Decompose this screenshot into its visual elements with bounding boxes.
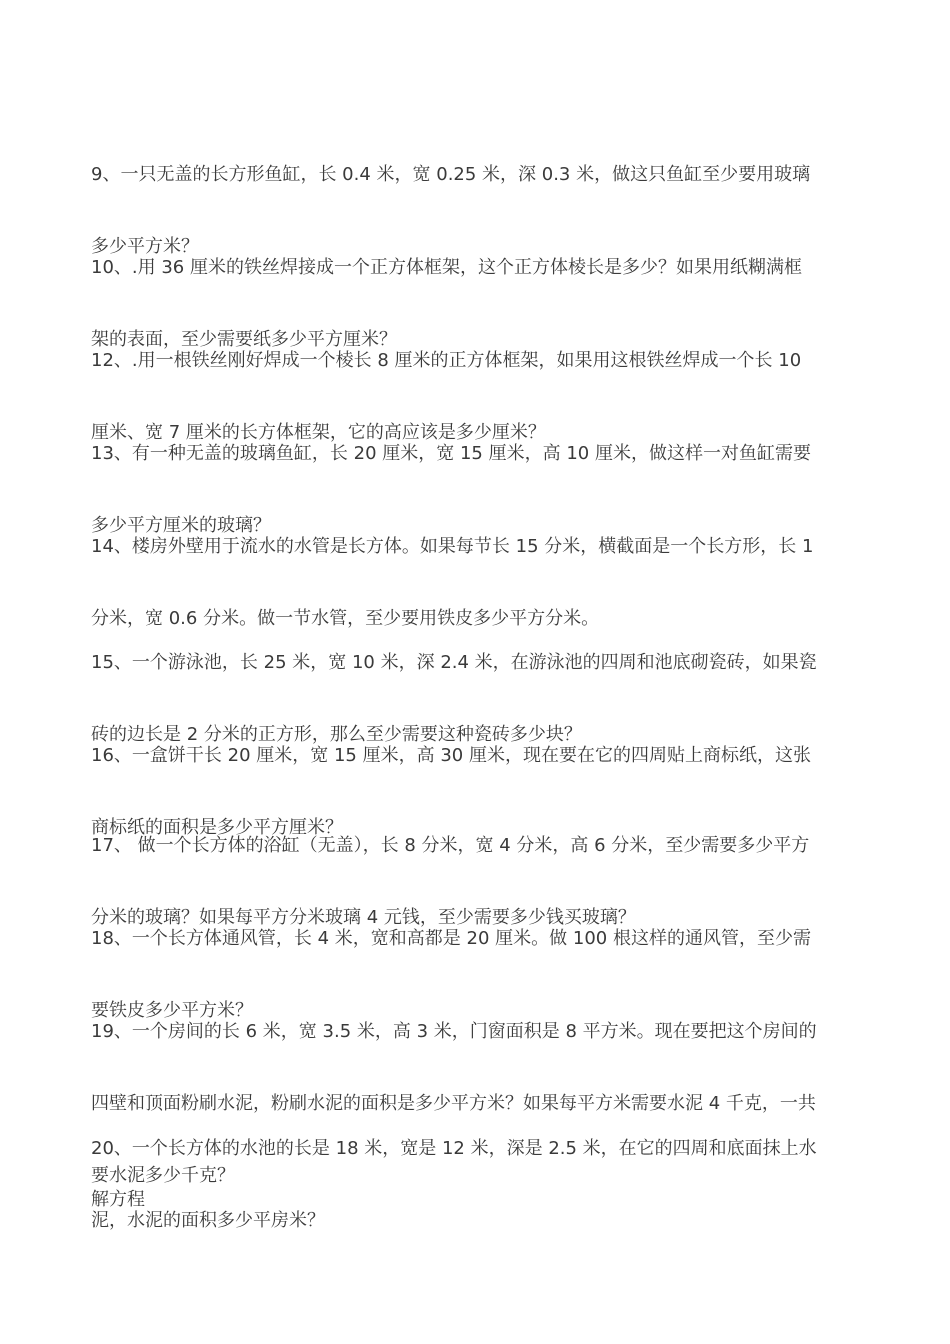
question-line: 商标纸的面积是多少平方厘米？ bbox=[91, 817, 343, 838]
question-line: 分米，宽 0.6 分米。做一节水管，至少要用铁皮多少平方分米。 bbox=[91, 608, 600, 629]
section-heading: 解方程 bbox=[91, 1189, 145, 1210]
question-line: 12、.用一根铁丝刚好焊成一个棱长 8 厘米的正方体框架，如果用这根铁丝焊成一个长 10 bbox=[91, 350, 802, 371]
question-line: 四壁和顶面粉刷水泥，粉刷水泥的面积是多少平方米？如果每平方米需要水泥 4 千克，一共 bbox=[91, 1093, 816, 1114]
question-line: 泥，水泥的面积多少平房米？ bbox=[91, 1210, 325, 1231]
question-line: 16、一盒饼干长 20 厘米，宽 15 厘米，高 30 厘米，现在要在它的四周贴上商标纸，这张 bbox=[91, 745, 811, 766]
question-line: 架的表面，至少需要纸多少平方厘米？ bbox=[91, 329, 397, 350]
question-line: 9、一只无盖的长方形鱼缸，长 0.4 米，宽 0.25 米，深 0.3 米，做这只鱼缸至少要用玻璃 bbox=[91, 164, 811, 185]
question-line: 分米的玻璃？如果每平方分米玻璃 4 元钱，至少需要多少钱买玻璃？ bbox=[91, 907, 636, 928]
question-line: 20、一个长方体的水池的长是 18 米，宽是 12 米，深是 2.5 米，在它的四周和底面抹上水 bbox=[91, 1138, 817, 1159]
question-line: 14、楼房外壁用于流水的水管是长方体。如果每节长 15 分米，横截面是一个长方形，长 1 bbox=[91, 536, 814, 557]
question-line: 10、.用 36 厘米的铁丝焊接成一个正方体框架，这个正方体棱长是多少？如果用纸糊满框 bbox=[91, 257, 802, 278]
question-line: 13、有一种无盖的玻璃鱼缸，长 20 厘米，宽 15 厘米，高 10 厘米，做这样一对鱼缸需要 bbox=[91, 443, 811, 464]
question-line: 18、一个长方体通风管，长 4 米，宽和高都是 20 厘米。做 100 根这样的通风管，至少需 bbox=[91, 928, 811, 949]
question-line: 要铁皮多少平方米？ bbox=[91, 1000, 253, 1021]
question-line: 15、一个游泳池，长 25 米，宽 10 米，深 2.4 米，在游泳池的四周和池底砌瓷砖，如果瓷 bbox=[91, 652, 817, 673]
question-line: 砖的边长是 2 分米的正方形，那么至少需要这种瓷砖多少块？ bbox=[91, 724, 582, 745]
question-line: 多少平方米？ bbox=[91, 236, 199, 257]
question-line: 厘米、宽 7 厘米的长方体框架，它的高应该是多少厘米？ bbox=[91, 422, 546, 443]
question-line: 要水泥多少千克？ bbox=[91, 1165, 235, 1186]
question-line: 19、一个房间的长 6 米，宽 3.5 米，高 3 米，门窗面积是 8 平方米。现在要把这个房间的 bbox=[91, 1021, 817, 1042]
question-line: 17、 做一个长方体的浴缸（无盖），长 8 分米，宽 4 分米，高 6 分米，至少需要多少平方 bbox=[91, 835, 810, 856]
question-line: 多少平方厘米的玻璃？ bbox=[91, 515, 271, 536]
question-20 bbox=[91, 1089, 861, 1281]
